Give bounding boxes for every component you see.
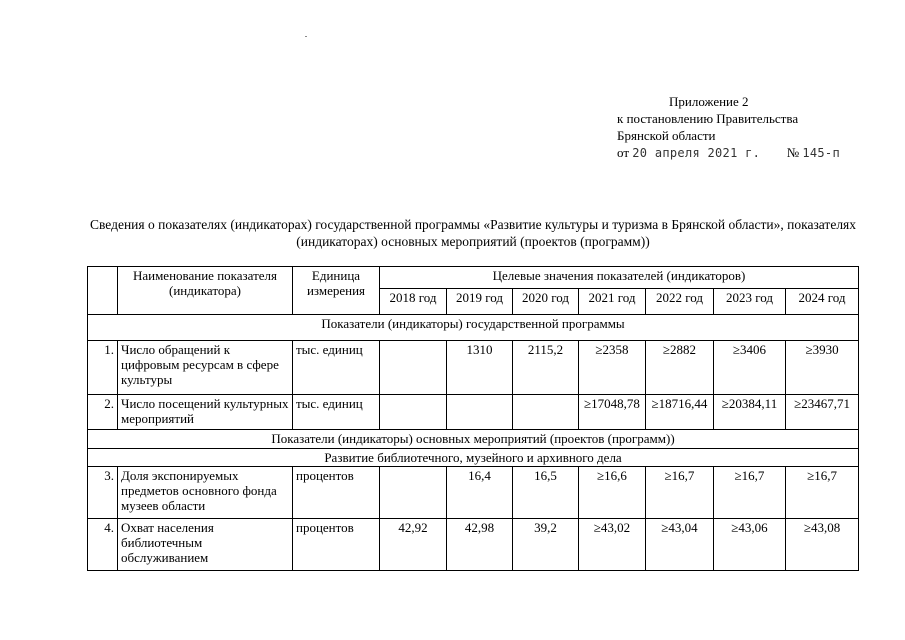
value-cell: ≥3406 (714, 341, 786, 395)
table-row (88, 519, 859, 571)
value-cell: 42,98 (447, 519, 513, 571)
header-targets: Целевые значения показателей (индикаторов) (380, 267, 859, 289)
document-title: Сведения о показателях (индикаторах) государственной программы «Развитие культуры и туризма в Брянской области», показателях (индикаторах) основных мероприятий (проектов (программ)) (89, 217, 857, 249)
indicator-unit: процентов (293, 519, 380, 571)
number-value: 145-п (802, 146, 840, 160)
value-cell (447, 395, 513, 430)
subsection-row (88, 448, 859, 467)
value-cell: 16,4 (447, 467, 513, 519)
date-value: 20 апреля 2021 г. (632, 146, 761, 160)
indicator-name: Число посещений культурных мероприятий (118, 395, 293, 430)
table-row (88, 395, 859, 430)
indicator-name: Число обращений к цифровым ресурсам в сфере культуры (118, 341, 293, 395)
section-title: Показатели (индикаторы) государственной программы (88, 315, 859, 341)
subsection-title: Развитие библиотечного, музейного и архивного дела (88, 448, 859, 467)
header-num-cell (88, 267, 118, 315)
value-cell (380, 467, 447, 519)
value-cell: ≥43,04 (646, 519, 714, 571)
header-row-1 (88, 267, 859, 289)
row-number: 2. (88, 395, 118, 430)
year-header: 2023 год (714, 289, 786, 315)
indicator-name: Охват населения библиотечным обслуживанием (118, 519, 293, 571)
indicator-unit: процентов (293, 467, 380, 519)
value-cell: ≥16,7 (786, 467, 859, 519)
number-label: № (786, 145, 800, 160)
value-cell: ≥16,6 (579, 467, 646, 519)
date-prefix: от (617, 145, 630, 160)
value-cell: ≥2882 (646, 341, 714, 395)
value-cell: ≥16,7 (646, 467, 714, 519)
value-cell: ≥16,7 (714, 467, 786, 519)
row-number: 3. (88, 467, 118, 519)
row-number: 4. (88, 519, 118, 571)
year-header: 2018 год (380, 289, 447, 315)
value-cell: ≥18716,44 (646, 395, 714, 430)
value-cell: ≥43,08 (786, 519, 859, 571)
value-cell: 2115,2 (513, 341, 579, 395)
value-cell (380, 395, 447, 430)
value-cell: ≥23467,71 (786, 395, 859, 430)
header-unit: Единица измерения (293, 267, 380, 315)
value-cell: ≥43,06 (714, 519, 786, 571)
value-cell (513, 395, 579, 430)
annex-header (617, 94, 892, 162)
section-title: Показатели (индикаторы) основных мероприятий (проектов (программ)) (88, 430, 859, 449)
value-cell: ≥43,02 (579, 519, 646, 571)
annex-line-2: к постановлению Правительства (617, 111, 799, 126)
section-row (88, 315, 859, 341)
indicators-table (87, 266, 859, 571)
annex-date-line (617, 145, 892, 162)
value-cell: ≥3930 (786, 341, 859, 395)
annex-title: Приложение 2 (669, 94, 749, 109)
value-cell: 1310 (447, 341, 513, 395)
year-header: 2021 год (579, 289, 646, 315)
value-cell: ≥2358 (579, 341, 646, 395)
row-number: 1. (88, 341, 118, 395)
indicator-unit: тыс. единиц (293, 395, 380, 430)
value-cell: 16,5 (513, 467, 579, 519)
header-name: Наименование показателя (индикатора) (118, 267, 293, 315)
table-row (88, 467, 859, 519)
value-cell: 39,2 (513, 519, 579, 571)
value-cell: 42,92 (380, 519, 447, 571)
value-cell (380, 341, 447, 395)
annex-line-3: Брянской области (617, 128, 716, 143)
indicator-name: Доля экспонируемых предметов основного фонда музеев области (118, 467, 293, 519)
indicator-unit: тыс. единиц (293, 341, 380, 395)
scan-speck (305, 36, 307, 37)
table-row (88, 341, 859, 395)
value-cell: ≥20384,11 (714, 395, 786, 430)
value-cell: ≥17048,78 (579, 395, 646, 430)
year-header: 2020 год (513, 289, 579, 315)
year-header: 2022 год (646, 289, 714, 315)
year-header: 2019 год (447, 289, 513, 315)
year-header: 2024 год (786, 289, 859, 315)
section-row (88, 430, 859, 449)
